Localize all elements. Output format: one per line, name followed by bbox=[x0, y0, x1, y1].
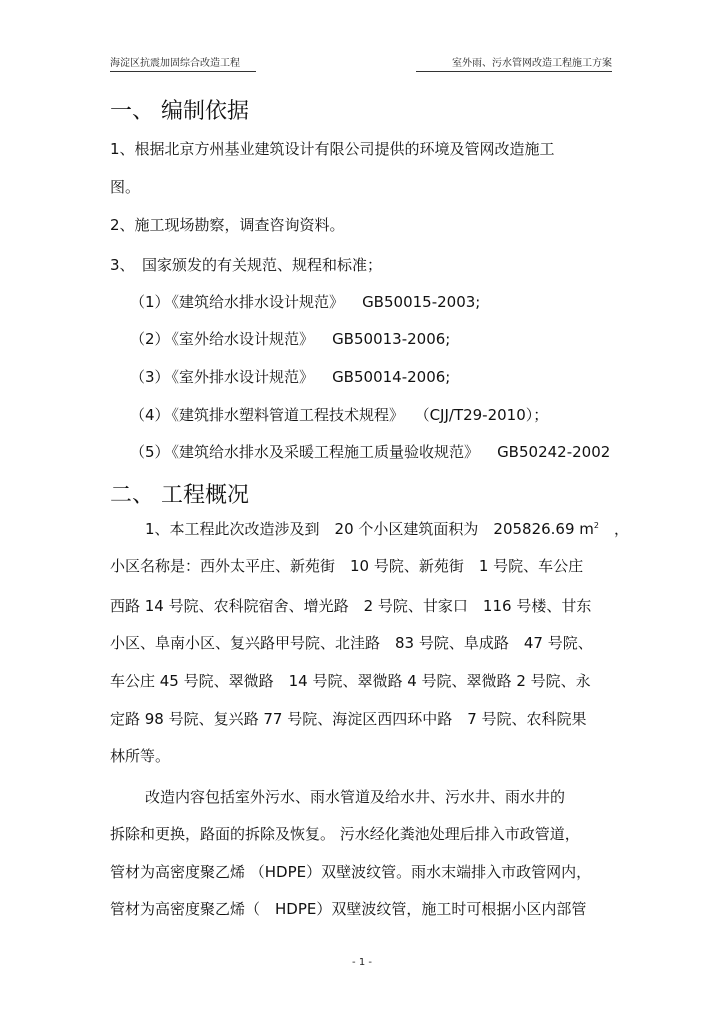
standard-ref-number: （3） bbox=[130, 368, 170, 386]
standard-ref-number: （4） bbox=[130, 406, 170, 424]
overview-p2-line: 管材为高密度聚乙烯（ HDPE）双壁波纹管，施工时可根据小区内部管 bbox=[110, 900, 587, 918]
overview-p1-text: 1、本工程此次改造涉及到 20 个小区建筑面积为 205826.69 m bbox=[145, 520, 594, 538]
standard-ref-2 bbox=[130, 328, 450, 349]
standard-ref-4 bbox=[130, 404, 548, 425]
page-number: - 1 - bbox=[352, 957, 372, 968]
overview-p2-line: 拆除和更换，路面的拆除及恢复。 污水经化粪池处理后排入市政管道， bbox=[110, 825, 580, 843]
standard-ref-code: GB50242-2002 bbox=[497, 443, 611, 461]
basis-item-1-line-2: 图。 bbox=[110, 178, 141, 196]
standard-ref-1 bbox=[130, 291, 480, 312]
standard-ref-3 bbox=[130, 366, 450, 387]
overview-p2-line-1: 改造内容包括室外污水、雨水管道及给水井、污水井、雨水井的 bbox=[145, 788, 566, 806]
overview-p1-text-end: ， bbox=[599, 520, 630, 538]
overview-p1-line: 定路 98 号院、复兴路 77 号院、海淀区西四环中路 7 号院、农科院果 bbox=[110, 710, 587, 728]
standard-ref-name: 《建筑排水塑料管道工程技术规程》 bbox=[171, 406, 405, 424]
standard-ref-name: 《室外排水设计规范》 bbox=[171, 368, 315, 386]
overview-p2-line: 管材为高密度聚乙烯 （HDPE）双壁波纹管。雨水末端排入市政管网内， bbox=[110, 863, 592, 881]
standard-ref-code: （CJJ/T29-2010）； bbox=[422, 406, 549, 424]
standard-ref-number: （1） bbox=[130, 293, 170, 311]
standard-ref-name: 《室外给水设计规范》 bbox=[171, 330, 315, 348]
basis-item-1-line-1: 1、根据北京方州基业建筑设计有限公司提供的环境及管网改造施工 bbox=[110, 140, 555, 158]
basis-item-2: 2、施工现场勘察，调查咨询资料。 bbox=[110, 216, 345, 234]
standard-ref-code: GB50015-2003; bbox=[362, 293, 481, 311]
basis-item-3: 3、 国家颁发的有关规范、规程和标准； bbox=[110, 256, 383, 274]
standard-ref-number: （5） bbox=[130, 443, 170, 461]
header-right-title: 室外雨、污水管网改造工程施工方案 bbox=[416, 54, 612, 72]
standard-ref-code: GB50014-2006; bbox=[332, 368, 451, 386]
standard-ref-number: （2） bbox=[130, 330, 170, 348]
overview-p1-line: 车公庄 45 号院、翠微路 14 号院、翠微路 4 号院、翠微路 2 号院、永 bbox=[110, 672, 591, 690]
overview-p1-line-1 bbox=[145, 518, 629, 539]
overview-p1-line: 小区名称是：西外太平庄、新苑街 10 号院、新苑街 1 号院、车公庄 bbox=[110, 557, 584, 575]
section-1-title: 一、 编制依据 bbox=[110, 99, 249, 124]
section-2-title: 二、 工程概况 bbox=[110, 483, 249, 508]
overview-p1-line: 小区、阜南小区、复兴路甲号院、北洼路 83 号院、阜成路 47 号院、 bbox=[110, 634, 593, 652]
standard-ref-name: 《建筑给水排水设计规范》 bbox=[171, 293, 345, 311]
header-left-title: 海淀区抗震加固综合改造工程 bbox=[110, 54, 256, 72]
area-unit-superscript: 2 bbox=[593, 521, 599, 530]
standard-ref-code: GB50013-2006; bbox=[332, 330, 451, 348]
overview-p1-line: 西路 14 号院、农科院宿舍、增光路 2 号院、甘家口 116 号楼、甘东 bbox=[110, 597, 592, 615]
standard-ref-name: 《建筑给水排水及采暖工程施工质量验收规范》 bbox=[171, 443, 480, 461]
standard-ref-5 bbox=[130, 441, 610, 462]
overview-p1-line: 林所等。 bbox=[110, 747, 171, 765]
